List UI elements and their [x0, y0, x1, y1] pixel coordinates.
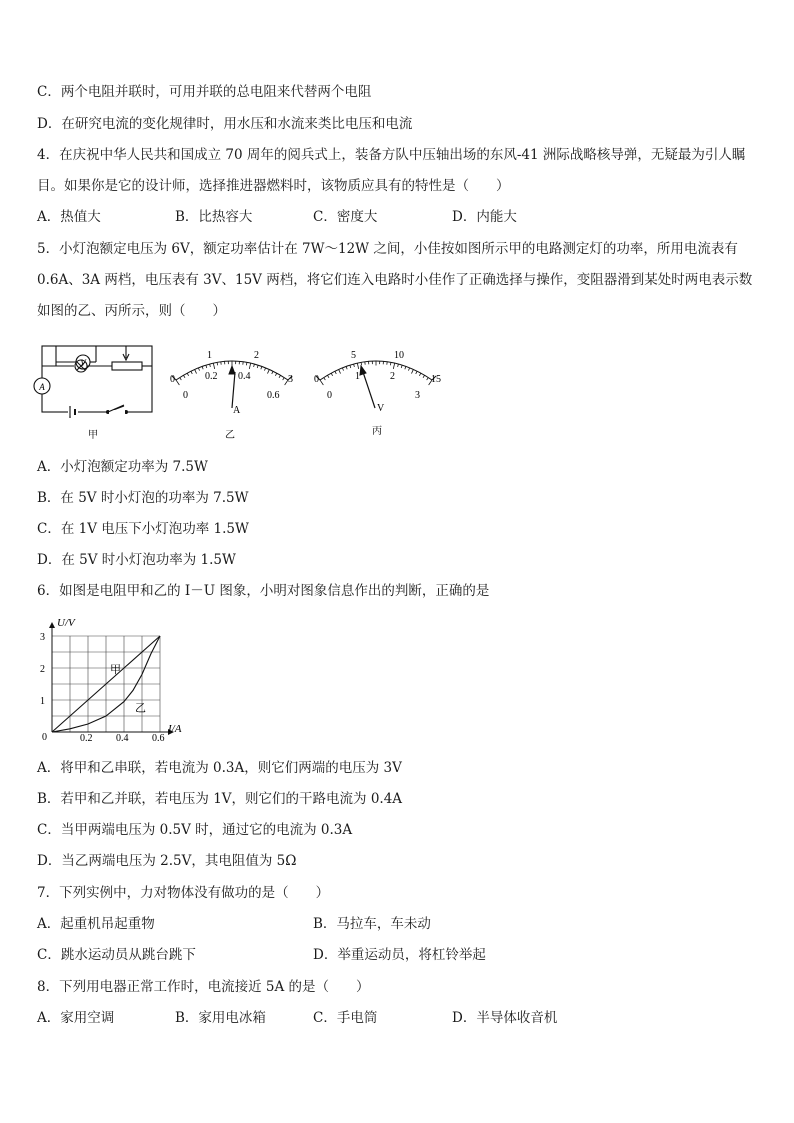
q4-stem-line1: 4．在庆祝中华人民共和国成立 70 周年的阅兵式上，装备方队中压轴出场的东风-41 洲际战略核导弹，无疑最为引人瞩	[37, 147, 746, 163]
q6-option-d: D．当乙两端电压为 2.5V，其电阻值为 5Ω	[37, 853, 297, 869]
ammeter-caption: 乙	[225, 430, 235, 441]
q5-option-c: C．在 1V 电压下小灯泡功率 1.5W	[37, 521, 249, 537]
dial-tick	[357, 363, 358, 369]
q7-option-d: D．举重运动员，将杠铃举起	[313, 947, 486, 963]
dial-tick	[206, 365, 207, 368]
ammeter-bottom-tick: 0.2	[205, 371, 218, 382]
q4-option-b: B．比热容大	[175, 209, 253, 225]
dial-tick	[423, 375, 425, 378]
dial-tick	[264, 368, 265, 371]
ammeter-top-tick: 2	[254, 350, 259, 361]
voltmeter-top-tick: 0	[314, 374, 319, 385]
dial-tick	[180, 378, 182, 381]
dial-tick	[327, 375, 329, 378]
q3-option-c: C．两个电阻并联时，可用并联的总电阻来代替两个电阻	[37, 84, 372, 100]
ammeter-top-tick: 0	[170, 374, 175, 385]
dial-tick	[419, 373, 420, 376]
dial-tick	[187, 373, 188, 376]
circuit-ammeter-label: A	[39, 382, 45, 392]
dial-tick	[354, 364, 355, 367]
dial-tick	[249, 363, 250, 369]
q5-stem-line1: 5．小灯泡额定电压为 6V，额定功率估计在 7W～12W 之间，小佳按如图所示甲的电路测定灯的功率，所用电流表有	[37, 241, 738, 257]
q6-option-a: A．将甲和乙串联，若电流为 0.3A，则它们两端的电压为 3V	[37, 760, 402, 776]
voltmeter-bottom-tick: 3	[415, 390, 420, 401]
q8-option-d: D．半导体收音机	[452, 1010, 558, 1026]
q4-option-c: C．密度大	[313, 209, 378, 225]
voltmeter-top-tick: 5	[351, 350, 356, 361]
dial-tick	[176, 380, 179, 385]
circuit-diagram	[34, 346, 152, 418]
y-axis-arrow	[49, 622, 55, 628]
x-axis-label: I/A	[168, 723, 182, 735]
q5-option-d: D．在 5V 时小灯泡功率为 1.5W	[37, 552, 236, 568]
q7-stem: 7．下列实例中，力对物体没有做功的是（ ）	[37, 885, 330, 901]
dial-tick	[393, 363, 394, 369]
dial-tick	[346, 366, 347, 369]
y-tick-label: 2	[40, 664, 45, 675]
iu-chart	[30, 612, 200, 747]
dial-tick	[401, 365, 402, 368]
dial-tick	[183, 375, 185, 378]
dial-tick	[283, 378, 285, 381]
q4-stem-line2: 目。如果你是它的设计师，选择推进器燃料时，该物质应具有的特性是（ ）	[37, 178, 510, 194]
x-tick-label: 0.2	[80, 733, 93, 744]
circuit-voltmeter-label: V	[80, 358, 86, 368]
ammeter-top-tick: 3	[288, 374, 293, 385]
dial-tick	[335, 371, 336, 374]
dial-tick	[411, 369, 413, 373]
dial-tick	[272, 371, 273, 374]
q5-figure	[30, 334, 450, 444]
ammeter-top-tick: 1	[207, 350, 212, 361]
q6-option-b: B．若甲和乙并联，若电压为 1V，则它们的干路电流为 0.4A	[37, 791, 403, 807]
q5-stem-line3: 如图的乙、丙所示，则（ ）	[37, 303, 226, 319]
q8-option-a: A．家用空调	[37, 1010, 115, 1026]
y-tick-label: 3	[40, 632, 45, 643]
dial-tick	[254, 364, 255, 367]
circuit-caption: 甲	[88, 430, 98, 441]
q3-option-d: D．在研究电流的变化规律时，用水压和水流来类比电压和电流	[37, 116, 413, 132]
dial-tick	[195, 369, 197, 373]
q7-option-a: A．起重机吊起重物	[37, 916, 155, 932]
dial-tick	[210, 364, 211, 367]
dial-tick	[390, 362, 391, 365]
voltmeter-top-tick: 10	[394, 350, 404, 361]
y-axis-label: U/V	[57, 617, 75, 629]
voltmeter-bottom-tick: 2	[390, 371, 395, 382]
dial-tick	[257, 365, 258, 368]
dial-tick	[279, 375, 281, 378]
series-label-jia: 甲	[110, 664, 121, 676]
voltmeter-bottom-tick: 1	[355, 371, 360, 382]
dial-tick	[275, 373, 276, 376]
dial-tick	[246, 362, 247, 365]
x-tick-label: 0.4	[116, 733, 129, 744]
ammeter-bottom-tick: 0.6	[267, 390, 280, 401]
voltmeter-caption: 丙	[372, 426, 382, 437]
ammeter-pointer-label: A	[233, 405, 241, 416]
dial-tick	[191, 371, 192, 374]
dial-tick	[405, 366, 406, 369]
q7-option-c: C．跳水运动员从跳台跳下	[37, 947, 196, 963]
y-tick-label: 1	[40, 696, 45, 707]
q5-stem-line2: 0.6A、3A 两档，电压表有 3V、15V 两档，将它们连入电路时小佳作了正确选择与操作，变阻器滑到某处时两电表示数	[37, 272, 753, 288]
q4-option-a: A．热值大	[37, 209, 101, 225]
dial-tick	[213, 363, 214, 369]
voltmeter-top-tick: 15	[431, 374, 441, 385]
q5-option-a: A．小灯泡额定功率为 7.5W	[37, 459, 208, 475]
rheostat-symbol	[112, 362, 142, 370]
dial-tick	[320, 380, 323, 385]
dial-tick	[416, 371, 417, 374]
origin-label: 0	[42, 732, 47, 743]
q8-option-c: C．手电筒	[313, 1010, 378, 1026]
dial-tick	[331, 373, 332, 376]
q6-stem: 6．如图是电阻甲和乙的 I－U 图象，小明对图象信息作出的判断，正确的是	[37, 583, 490, 599]
ammeter-bottom-tick: 0.4	[238, 371, 251, 382]
dial-tick	[398, 364, 399, 367]
dial-tick	[339, 369, 341, 373]
q8-stem: 8．下列用电器正常工作时，电流接近 5A 的是（ ）	[37, 979, 370, 995]
ammeter-bottom-tick: 0	[183, 390, 188, 401]
dial-tick	[361, 362, 362, 365]
q5-option-b: B．在 5V 时小灯泡的功率为 7.5W	[37, 490, 249, 506]
series-label-yi: 乙	[135, 702, 146, 715]
dial-tick	[324, 378, 326, 381]
dial-tick	[408, 368, 409, 371]
voltmeter-pointer-label: V	[377, 403, 385, 414]
q6-option-c: C．当甲两端电压为 0.5V 时，通过它的电流为 0.3A	[37, 822, 353, 838]
dial-tick	[198, 368, 199, 371]
q7-option-b: B．马拉车，车未动	[313, 916, 431, 932]
voltmeter-bottom-tick: 0	[327, 390, 332, 401]
dial-tick	[261, 366, 262, 369]
dial-tick	[267, 369, 269, 373]
x-tick-label: 0.6	[152, 733, 165, 744]
dial-tick	[342, 368, 343, 371]
dial-tick	[202, 366, 203, 369]
dial-tick	[217, 362, 218, 365]
q4-option-d: D．内能大	[452, 209, 517, 225]
q8-option-b: B．家用电冰箱	[175, 1010, 266, 1026]
dial-tick	[427, 378, 429, 381]
dial-tick	[350, 365, 351, 368]
